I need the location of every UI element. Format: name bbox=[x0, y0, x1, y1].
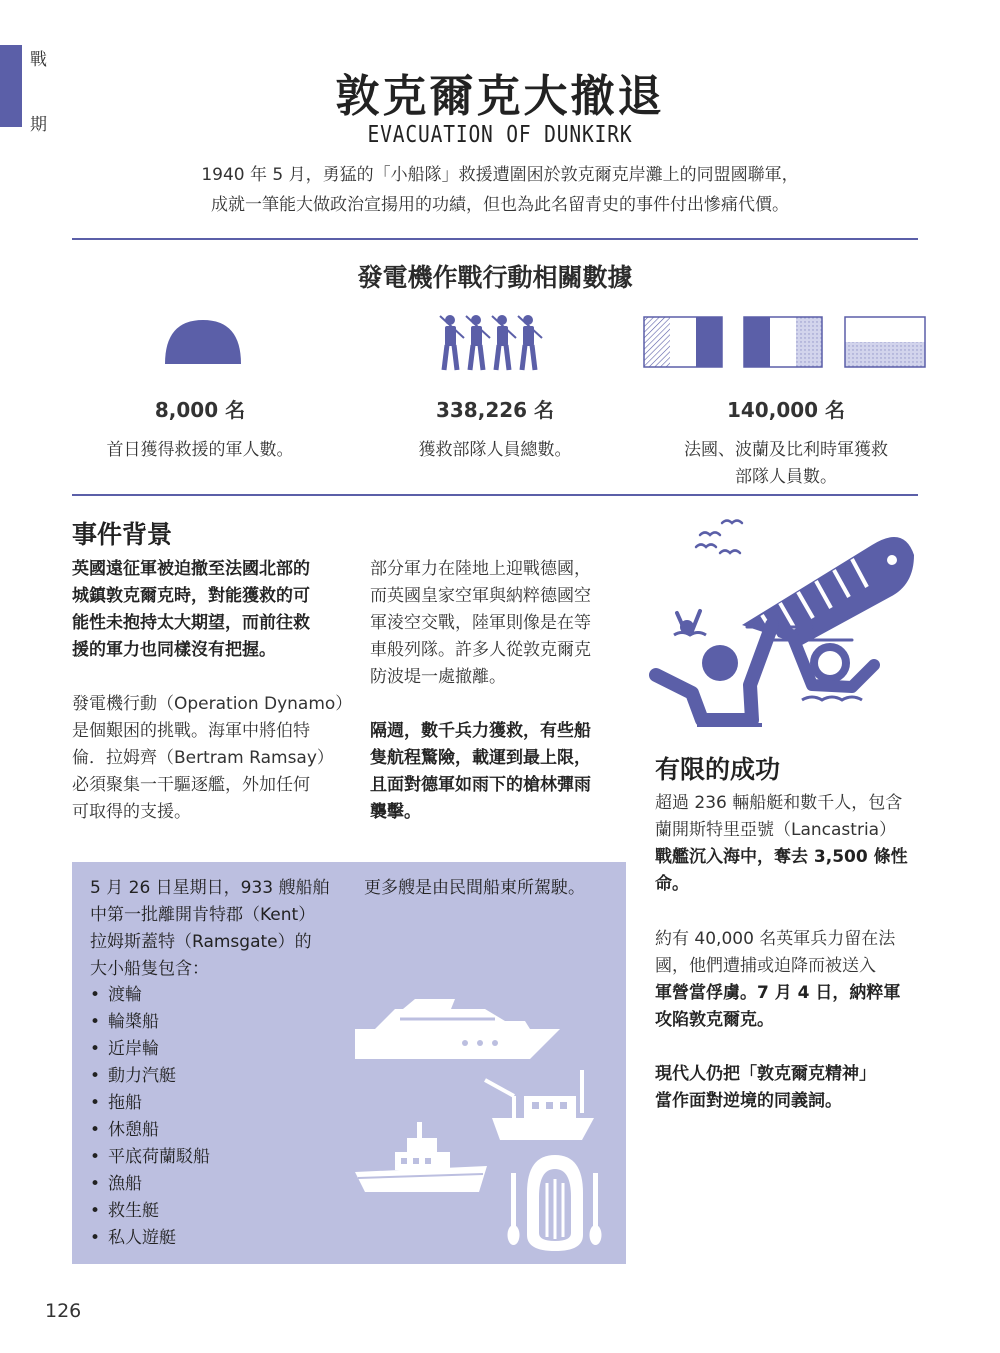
text-line: 襲擊。 bbox=[370, 802, 421, 822]
boats-box-note: 更多艘是由民間船東所駕駛。 bbox=[364, 878, 585, 898]
text-line: 軍營當俘虜。7 月 4 日，納粹軍 bbox=[655, 983, 901, 1003]
text-line: 必須聚集一干驅逐艦，外加任何 bbox=[72, 775, 310, 795]
stat-value: 338,226 名 bbox=[435, 398, 555, 422]
intro-paragraph bbox=[100, 160, 900, 220]
list-item: • 救生艇 bbox=[90, 1198, 210, 1225]
list-item: • 拖船 bbox=[90, 1090, 210, 1117]
page-title: 敦克爾克大撤退 bbox=[335, 71, 665, 122]
background-paragraph-2 bbox=[72, 691, 367, 826]
text-line: 戰艦沉入海中，奪去 3,500 條性 bbox=[655, 847, 908, 867]
success-paragraph-3 bbox=[655, 1061, 925, 1115]
background-paragraph-3 bbox=[370, 556, 635, 691]
text-line: 蘭開斯特里亞號（Lancastria） bbox=[655, 820, 897, 840]
text-line: 而英國皇家空軍與納粹德國空 bbox=[370, 586, 591, 606]
stat-description bbox=[50, 437, 350, 464]
stat-description bbox=[345, 437, 645, 464]
text-line: 軍淩空交戰，陸軍則像是在等 bbox=[370, 613, 591, 633]
intro-line: 1940 年 5 月，勇猛的「小船隊」救援遭圍困於敦克爾克岸灘上的同盟國聯軍， bbox=[201, 165, 799, 185]
fishing-boat-icon bbox=[482, 1068, 597, 1143]
list-item: • 渡輪 bbox=[90, 982, 210, 1009]
text-line: 隻航程驚險，載運到最上限， bbox=[370, 748, 591, 768]
text-line: 可取得的支援。 bbox=[72, 802, 191, 822]
tugboat-icon bbox=[355, 1120, 490, 1195]
success-paragraph-2 bbox=[655, 926, 925, 1034]
list-item: • 動力汽艇 bbox=[90, 1063, 210, 1090]
list-item: • 輪槳船 bbox=[90, 1009, 210, 1036]
text-line: 倫．拉姆齊（Bertram Ramsay） bbox=[72, 748, 334, 768]
text-line: 援的軍力也同樣沒有把握。 bbox=[72, 640, 276, 660]
sidebar-label-2: 期 bbox=[30, 115, 47, 135]
stat-value: 8,000 名 bbox=[154, 398, 246, 422]
text-line: 約有 40,000 名英軍兵力留在法 bbox=[655, 929, 896, 949]
page-number: 126 bbox=[45, 1300, 82, 1322]
stats-heading: 發電機作戰行動相關數據 bbox=[357, 263, 633, 292]
text-line: 當作面對逆境的同義詞。 bbox=[655, 1091, 842, 1111]
stat-item bbox=[345, 394, 645, 464]
helmet-icon bbox=[163, 318, 243, 366]
text-line: 現代人仍把「敦克爾克精神」 bbox=[655, 1064, 876, 1084]
text-line: 是個艱困的挑戰。海軍中將伯特 bbox=[72, 721, 310, 741]
text-line: 攻陷敦克爾克。 bbox=[655, 1010, 774, 1030]
text-line: 車般列隊。許多人從敦克爾克 bbox=[370, 640, 591, 660]
soldiers-icon bbox=[438, 312, 550, 372]
text-line: 發電機行動（Operation Dynamo） bbox=[72, 694, 353, 714]
success-paragraph-1 bbox=[655, 790, 925, 898]
text-line: 大小船隻包含： bbox=[90, 959, 209, 979]
stat-value: 140,000 名 bbox=[726, 398, 846, 422]
stat-description-line: 部隊人員數。 bbox=[735, 467, 837, 487]
text-line: 英國遠征軍被迫撤至法國北部的 bbox=[72, 559, 310, 579]
divider-middle bbox=[72, 494, 918, 496]
stat-description bbox=[636, 437, 936, 491]
text-line: 城鎮敦克爾克時，對能獲救的可 bbox=[72, 586, 310, 606]
list-item: • 私人遊艇 bbox=[90, 1225, 210, 1252]
page-subtitle: EVACUATION OF DUNKIRK bbox=[367, 122, 633, 148]
text-line: 部分軍力在陸地上迎戰德國， bbox=[370, 559, 591, 579]
text-line: 隔週，數千兵力獲救，有些船 bbox=[370, 721, 591, 741]
text-line: 命。 bbox=[655, 874, 689, 894]
list-item: • 漁船 bbox=[90, 1171, 210, 1198]
background-paragraph-4 bbox=[370, 718, 635, 826]
background-heading: 事件背景 bbox=[72, 520, 173, 549]
ferry-icon bbox=[355, 995, 565, 1065]
sidebar-label-1: 戰 bbox=[30, 50, 47, 70]
sinking-ship-illustration bbox=[652, 515, 922, 730]
flags-icon bbox=[643, 316, 927, 368]
intro-line: 成就一筆能大做政治宣揚用的功績，但也為此名留青史的事件付出慘痛代價。 bbox=[211, 195, 789, 215]
success-heading: 有限的成功 bbox=[655, 755, 781, 784]
stat-description-line: 獲救部隊人員總數。 bbox=[418, 440, 572, 460]
stat-description-line: 首日獲得救援的軍人數。 bbox=[106, 440, 294, 460]
list-item: • 近岸輪 bbox=[90, 1036, 210, 1063]
boat-types-list bbox=[90, 982, 210, 1252]
text-line: 防波堤一處撤離。 bbox=[370, 667, 506, 687]
background-paragraph-1 bbox=[72, 556, 362, 664]
text-line: 超過 236 輛船艇和數千人，包含 bbox=[655, 793, 903, 813]
text-line: 拉姆斯蓋特（Ramsgate）的 bbox=[90, 932, 312, 952]
stat-description-line: 法國、波蘭及比利時軍獲救 bbox=[684, 440, 888, 460]
text-line: 國，他們遭捕或迫降而被送入 bbox=[655, 956, 876, 976]
text-line: 能性未抱持太大期望，而前往救 bbox=[72, 613, 310, 633]
stat-item bbox=[636, 394, 936, 491]
text-line: 5 月 26 日星期日，933 艘船舶 bbox=[90, 878, 330, 898]
divider-top bbox=[72, 238, 918, 240]
stat-item bbox=[50, 394, 350, 464]
dinghy-icon bbox=[505, 1153, 605, 1253]
text-line: 中第一批離開肯特郡（Kent） bbox=[90, 905, 316, 925]
list-item: • 平底荷蘭駁船 bbox=[90, 1144, 210, 1171]
list-item: • 休憩船 bbox=[90, 1117, 210, 1144]
boats-box-intro bbox=[90, 875, 350, 983]
text-line: 且面對德軍如雨下的槍林彈雨 bbox=[370, 775, 591, 795]
